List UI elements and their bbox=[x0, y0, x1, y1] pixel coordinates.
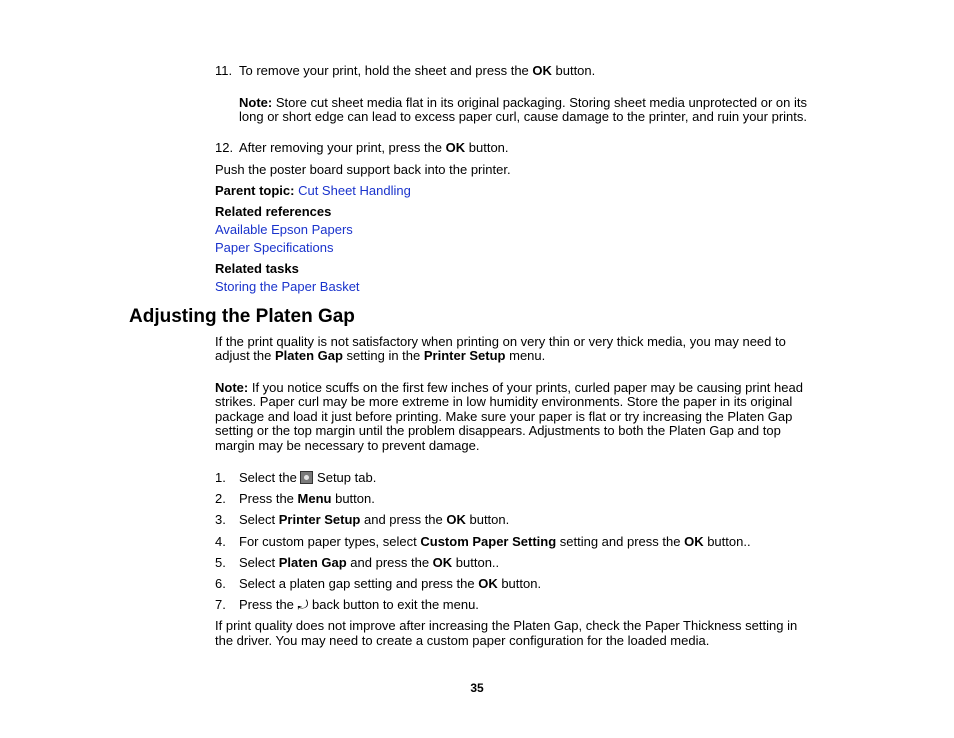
step-12-text-end: button. bbox=[465, 140, 509, 155]
setup-icon bbox=[300, 471, 313, 484]
custom-paper-setting-label: Custom Paper Setting bbox=[420, 534, 557, 549]
intro-line-2 bbox=[215, 348, 545, 363]
closing-line-1: If print quality does not improve after increasing the Platen Gap, check the Paper Thickness setting in bbox=[215, 618, 798, 633]
platen-gap-label: Platen Gap bbox=[278, 555, 347, 570]
note-2-line-5: margin may be necessary to prevent damage. bbox=[215, 438, 480, 453]
step-11-number: 11. bbox=[215, 63, 233, 78]
step-4-text: For custom paper types, select bbox=[239, 534, 421, 549]
note-2-line-3: package and load it just before printing. Make sure your paper is flat or try increasing the Platen Gap bbox=[215, 409, 793, 424]
step-5-text-mid: and press the bbox=[346, 555, 433, 570]
ok-label: OK bbox=[478, 576, 498, 591]
step-5 bbox=[239, 555, 499, 570]
step-7-number: 7. bbox=[215, 597, 226, 612]
ok-label: OK bbox=[532, 63, 552, 78]
step-5-text-end: button.. bbox=[452, 555, 500, 570]
ok-label: OK bbox=[445, 140, 466, 155]
ok-label: OK bbox=[446, 512, 466, 527]
step-7 bbox=[239, 597, 479, 612]
parent-topic-link[interactable]: Cut Sheet Handling bbox=[298, 183, 411, 198]
step-1-number: 1. bbox=[215, 470, 226, 485]
section-title: Adjusting the Platen Gap bbox=[129, 306, 355, 327]
step-7-text: Press the bbox=[239, 597, 298, 612]
closing-line-2: the driver. You may need to create a custom paper configuration for the loaded media. bbox=[215, 633, 710, 648]
step-3-number: 3. bbox=[215, 512, 226, 527]
step-4-text-mid: setting and press the bbox=[556, 534, 685, 549]
parent-topic-label: Parent topic: bbox=[215, 183, 295, 198]
step-2 bbox=[239, 491, 375, 506]
step-5-number: 5. bbox=[215, 555, 226, 570]
related-tasks-heading: Related tasks bbox=[215, 261, 299, 276]
ok-label: OK bbox=[432, 555, 453, 570]
note-2-line-1 bbox=[215, 380, 803, 395]
step-6-text: Select a platen gap setting and press the bbox=[239, 576, 479, 591]
link-available-epson-papers[interactable]: Available Epson Papers bbox=[215, 222, 353, 237]
back-icon: ⤾ bbox=[297, 597, 309, 612]
step-6 bbox=[239, 576, 541, 591]
note-1-line-1 bbox=[239, 95, 807, 110]
step-3-text: Select bbox=[239, 512, 279, 527]
step-12-number: 12. bbox=[215, 140, 234, 155]
intro-text: menu. bbox=[505, 348, 546, 363]
step-3-text-end: button. bbox=[465, 512, 510, 527]
note-label: Note: bbox=[215, 380, 249, 395]
parent-topic bbox=[215, 183, 411, 198]
step-2-text: Press the bbox=[239, 491, 298, 506]
printer-setup-label: Printer Setup bbox=[423, 348, 506, 363]
step-6-number: 6. bbox=[215, 576, 226, 591]
ok-label: OK bbox=[684, 534, 704, 549]
note-label: Note: bbox=[239, 95, 273, 110]
step-5-text: Select bbox=[239, 555, 279, 570]
intro-line-1: If the print quality is not satisfactory when printing on very thin or very thick media, you may need to bbox=[215, 334, 786, 349]
step-12-text: After removing your print, press the bbox=[239, 140, 446, 155]
link-storing-paper-basket[interactable]: Storing the Paper Basket bbox=[215, 279, 360, 294]
step-4-text-end: button.. bbox=[703, 534, 751, 549]
step-3 bbox=[239, 512, 509, 527]
step-6-text-end: button. bbox=[497, 576, 542, 591]
platen-gap-label: Platen Gap bbox=[275, 348, 343, 363]
step-1-text-end: Setup tab. bbox=[313, 470, 377, 485]
step-12 bbox=[239, 140, 509, 155]
step-1 bbox=[239, 470, 376, 485]
push-instruction: Push the poster board support back into the printer. bbox=[215, 162, 511, 177]
note-1-text: Store cut sheet media flat in its original packaging. Storing sheet media unprotected or on its bbox=[272, 95, 807, 110]
page-number: 35 bbox=[470, 681, 484, 695]
menu-label: Menu bbox=[297, 491, 332, 506]
step-11-text: To remove your print, hold the sheet and press the bbox=[239, 63, 533, 78]
note-2-line-4: setting or the top margin until the problem disappears. Adjustments to both the Platen Gap and top bbox=[215, 423, 781, 438]
step-2-text-end: button. bbox=[331, 491, 375, 506]
related-references-heading: Related references bbox=[215, 204, 332, 219]
step-3-text-mid: and press the bbox=[360, 512, 447, 527]
step-11 bbox=[239, 63, 595, 78]
printer-setup-label: Printer Setup bbox=[278, 512, 361, 527]
link-paper-specifications[interactable]: Paper Specifications bbox=[215, 240, 334, 255]
note-2-text: If you notice scuffs on the first few inches of your prints, curled paper may be causing print head bbox=[248, 380, 803, 395]
step-2-number: 2. bbox=[215, 491, 226, 506]
note-1-line-2: long or short edge can lead to excess paper curl, cause damage to the printer, and ruin your prints. bbox=[239, 109, 808, 124]
intro-text: setting in the bbox=[342, 348, 424, 363]
step-11-text-end: button. bbox=[551, 63, 596, 78]
note-2-line-2: strikes. Paper curl may be more extreme in low humidity environments. Store the paper in its original bbox=[215, 394, 793, 409]
step-4-number: 4. bbox=[215, 534, 226, 549]
intro-text: adjust the bbox=[215, 348, 275, 363]
step-1-text: Select the bbox=[239, 470, 301, 485]
step-7-text-end: back button to exit the menu. bbox=[308, 597, 479, 612]
step-4 bbox=[239, 534, 751, 549]
